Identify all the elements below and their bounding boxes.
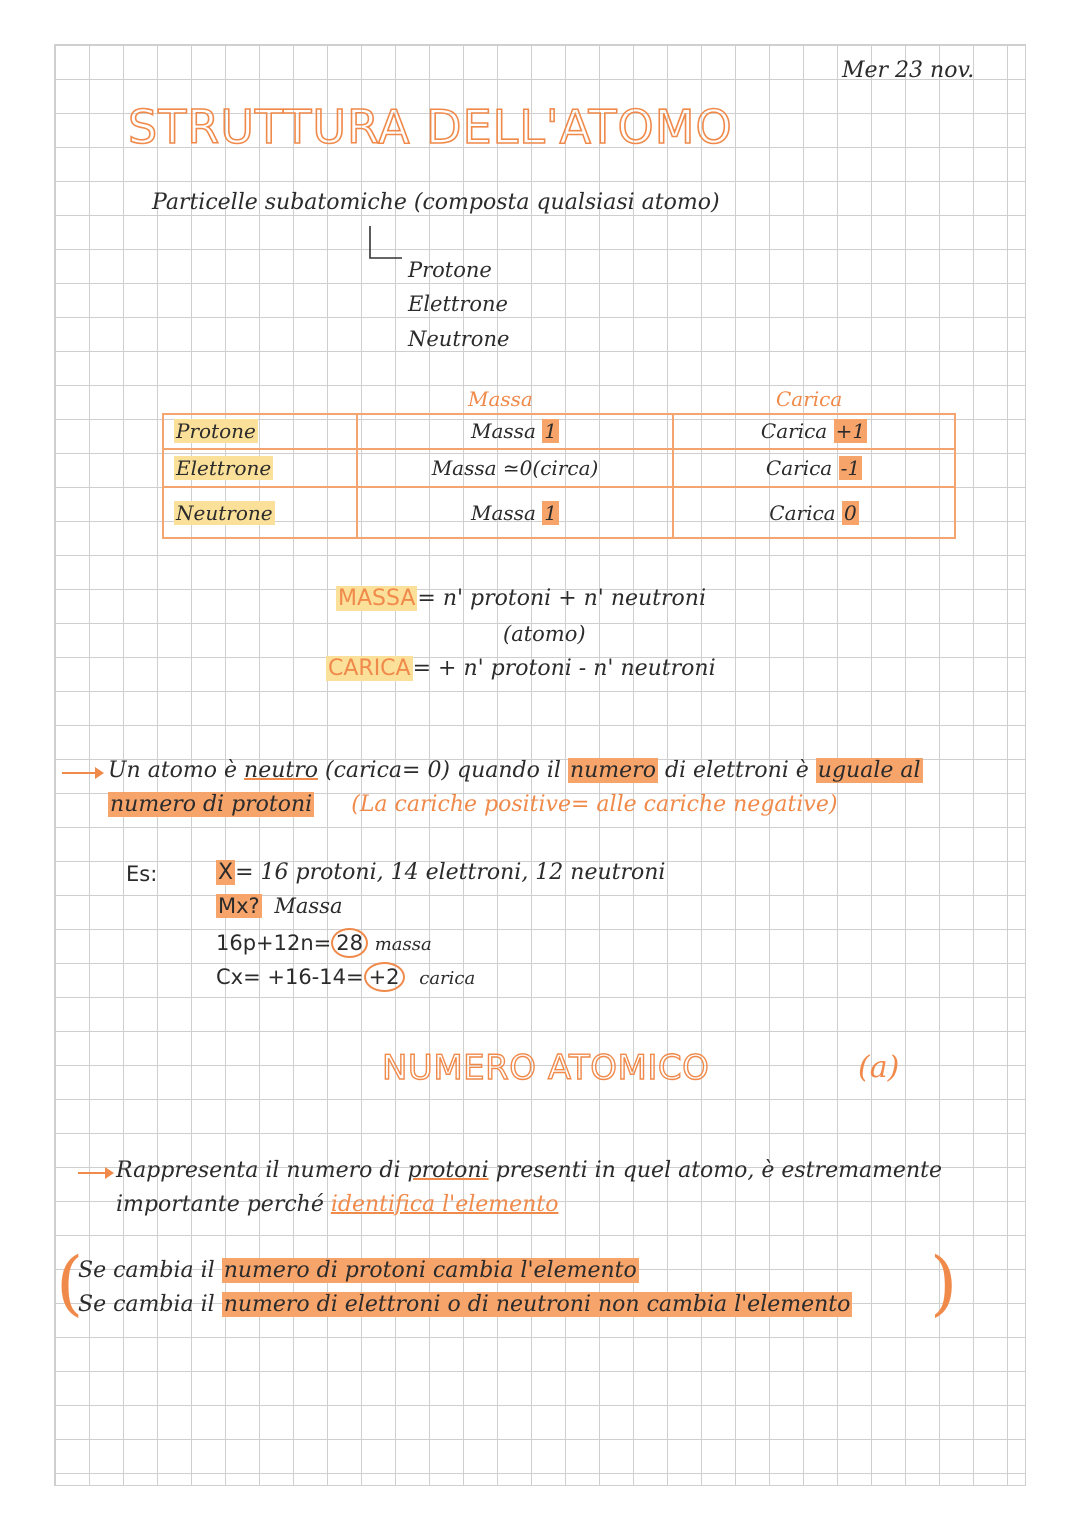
table-cell-name: Elettrone: [163, 449, 357, 488]
particle-item: Elettrone: [408, 292, 508, 316]
particle-item: Neutrone: [408, 327, 510, 351]
column-head-massa: Massa: [468, 387, 533, 411]
example-carica-calc: Cx= +16-14= +2 carica: [216, 962, 475, 992]
particles-intro: Particelle subatomiche (composta qualsiasi atomo): [152, 190, 720, 215]
table-row: [163, 414, 955, 449]
example-label: Es:: [126, 862, 158, 886]
page-title: STRUTTURA DELL'ATOMO: [128, 100, 733, 154]
table-cell-name: Neutrone: [163, 487, 357, 538]
neutral-line-2: numero di protoni (La cariche positive= alle cariche negative): [110, 792, 838, 817]
carica-formula: [326, 656, 716, 681]
column-head-carica: Carica: [776, 387, 843, 411]
table-cell-carica: Carica -1: [673, 449, 955, 488]
particle-item: Protone: [408, 258, 492, 282]
branch-arrow-icon: [364, 224, 408, 268]
table-row: [163, 487, 955, 538]
massa-rhs: = n' protoni + n' neutroni: [417, 586, 706, 611]
massa-note: (atomo): [503, 622, 586, 646]
bullet-arrow-icon: [78, 1172, 106, 1174]
rule-line-2: Se cambia il numero di elettroni o di neutroni non cambia l'elemento: [78, 1292, 851, 1317]
atomic-desc-line-1: Rappresenta il numero di protoni presenti in quel atomo, è estremamente: [116, 1158, 942, 1183]
example-massa-calc: 16p+12n= 28 massa: [216, 928, 432, 958]
table-row: [163, 449, 955, 488]
example-mx: Mx? Massa: [218, 894, 343, 918]
rule-line-1: Se cambia il numero di protoni cambia l'elemento: [78, 1258, 637, 1283]
date-note: Mer 23 nov.: [842, 58, 975, 83]
charge-note: (La cariche positive= alle cariche negative): [351, 792, 838, 817]
neutral-line-1: Un atomo è neutro (carica= 0) quando il numero di elettroni è uguale al: [108, 758, 921, 783]
massa-formula: [336, 586, 706, 611]
table-cell-name: Protone: [163, 414, 357, 449]
section-title: NUMERO ATOMICO: [382, 1048, 710, 1088]
massa-label: MASSA: [338, 586, 416, 611]
bullet-arrow-icon: [62, 772, 96, 774]
carica-rhs: = + n' protoni - n' neutroni: [412, 656, 716, 681]
example-x: X= 16 protoni, 14 elettroni, 12 neutroni: [218, 860, 666, 885]
atomic-desc-line-2: importante perché identifica l'elemento: [116, 1192, 559, 1217]
carica-label: CARICA: [328, 656, 411, 681]
table-cell-massa: Massa ≃0(circa): [357, 449, 673, 488]
table-cell-carica: Carica 0: [673, 487, 955, 538]
particles-table: [162, 413, 956, 539]
close-bracket: ): [930, 1242, 958, 1324]
atomic-symbol: (a): [858, 1050, 900, 1085]
table-cell-carica: Carica +1: [673, 414, 955, 449]
open-bracket: (: [56, 1242, 84, 1324]
table-cell-massa: Massa 1: [357, 414, 673, 449]
table-cell-massa: Massa 1: [357, 487, 673, 538]
